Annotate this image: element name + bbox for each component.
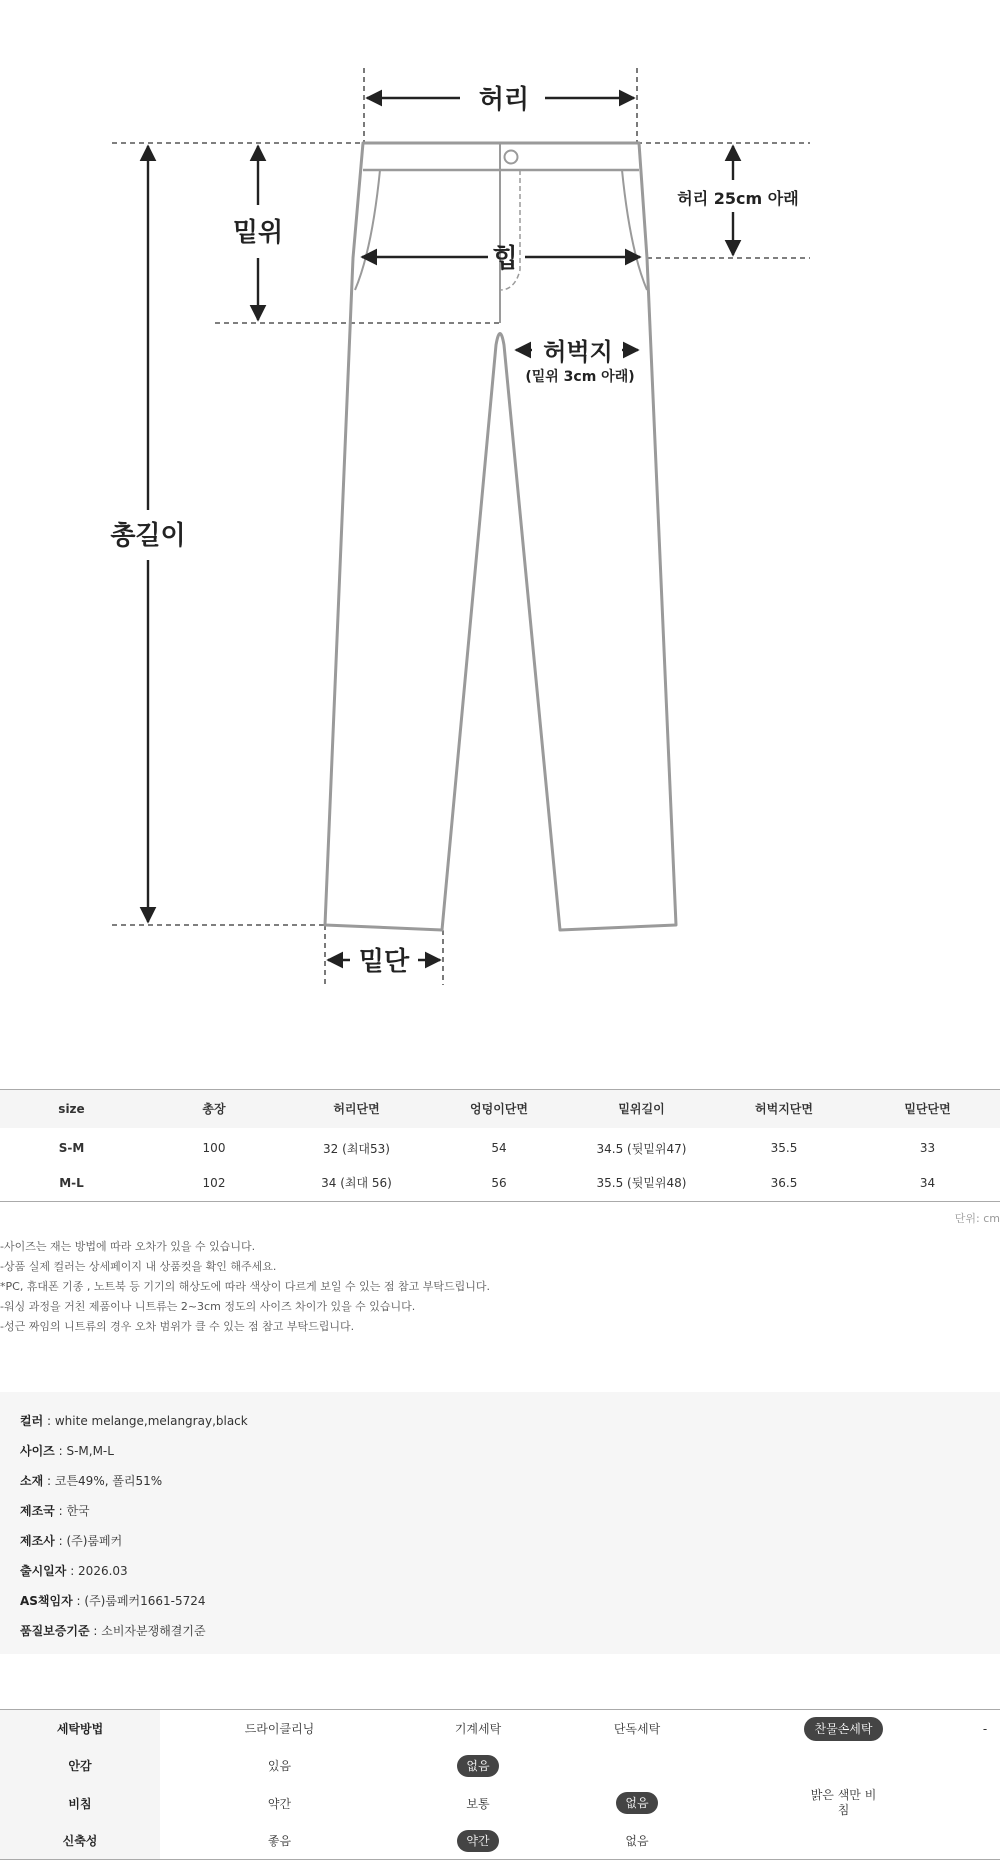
selected-pill: 찬물손세탁 <box>804 1717 884 1741</box>
care-row-lining <box>0 1747 1000 1785</box>
table-cell: 34.5 (뒷밑위47) <box>596 1141 687 1156</box>
care-row-stretch <box>0 1822 1000 1860</box>
selected-pill: 없음 <box>616 1792 657 1814</box>
info-material: 소재 : 코튼49%, 폴리51% <box>20 1474 163 1488</box>
thigh-label: 허벅지 <box>543 338 613 366</box>
table-cell: 33 <box>919 1141 936 1155</box>
selected-pill: 약간 <box>457 1830 498 1852</box>
care-option-text: 밝은 색만 비침 <box>810 1788 877 1818</box>
note-item: -워싱 과정을 거친 제품이나 니트류는 2~3cm 정도의 사이즈 차이가 있을 수 있습니다. <box>0 1300 416 1313</box>
care-row-seethrough <box>0 1785 1000 1823</box>
unit-note: 단위: cm <box>954 1212 1000 1225</box>
care-option <box>717 1785 970 1823</box>
table-cell: 35.5 (뒷밑위48) <box>596 1176 687 1191</box>
product-info-box <box>0 1392 1000 1654</box>
care-option: 기계세탁 <box>454 1722 502 1736</box>
table-cell: 34 (최대 56) <box>321 1176 392 1191</box>
info-color: 컬러 : white melange,melangray,black <box>20 1414 248 1428</box>
header-waist: 허리단면 <box>285 1090 428 1128</box>
rise-label: 밑위 <box>232 218 284 248</box>
size-cell: M-L <box>59 1175 84 1190</box>
care-empty <box>717 1822 970 1860</box>
table-cell: 54 <box>491 1141 507 1155</box>
table-cell: 34 <box>919 1175 936 1190</box>
care-empty <box>970 1822 1000 1860</box>
note-item: *PC, 휴대폰 기종 , 노트북 등 기기의 해상도에 따라 색상이 다르게 보일 수 있는 점 참고 부탁드립니다. <box>0 1280 491 1293</box>
table-cell: 100 <box>202 1141 226 1155</box>
header-thigh: 허벅지단면 <box>713 1090 855 1128</box>
care-option: 보통 <box>466 1796 490 1811</box>
selected-pill: 없음 <box>457 1755 498 1777</box>
table-cell: 36.5 <box>770 1175 798 1190</box>
care-option: 있음 <box>267 1759 292 1774</box>
care-empty <box>970 1785 1000 1823</box>
table-row <box>0 1165 1000 1202</box>
table-row <box>0 1128 1000 1165</box>
care-option-selected <box>717 1710 970 1748</box>
total-length-label: 총길이 <box>110 521 186 551</box>
size-cell: S-M <box>58 1141 85 1155</box>
care-option: 약간 <box>267 1796 292 1811</box>
hem-label: 밑단 <box>358 947 410 977</box>
thigh-note-label: (밑위 3cm 아래) <box>525 369 635 385</box>
table-cell: 102 <box>202 1175 226 1190</box>
care-option-selected <box>557 1785 717 1823</box>
info-size: 사이즈 : S-M,M-L <box>20 1444 114 1458</box>
care-option-selected <box>399 1822 557 1860</box>
care-empty <box>557 1747 717 1785</box>
info-manufacturer: 제조사 : (주)룸페커 <box>20 1534 123 1548</box>
care-label: 세탁방법 <box>0 1710 160 1748</box>
care-option: 단독세탁 <box>613 1722 661 1736</box>
header-total-length: 총장 <box>143 1090 285 1128</box>
care-option: 좋음 <box>267 1834 292 1848</box>
size-notes <box>0 1237 1000 1337</box>
note-item: -성근 짜임의 니트류의 경우 오차 범위가 클 수 있는 점 참고 부탁드립니다. <box>0 1320 355 1333</box>
waist-label: 허리 <box>478 85 530 115</box>
care-option: 드라이클리닝 <box>244 1722 315 1736</box>
care-label: 비침 <box>0 1785 160 1823</box>
hip-note-label: 허리 25cm 아래 <box>677 189 799 208</box>
size-table <box>0 1089 1000 1202</box>
info-as-contact: AS책임자 : (주)룸페커1661-5724 <box>20 1594 206 1608</box>
table-cell: 56 <box>491 1175 507 1190</box>
info-release-date: 출시일자 : 2026.03 <box>20 1564 128 1578</box>
header-hem: 밑단단면 <box>855 1090 1000 1128</box>
care-label: 신축성 <box>0 1822 160 1860</box>
header-hip: 엉덩이단면 <box>428 1090 570 1128</box>
care-label: 안감 <box>0 1747 160 1785</box>
size-table-header <box>0 1090 1000 1128</box>
care-option: 없음 <box>625 1834 649 1848</box>
table-cell: 32 (최대53) <box>323 1141 390 1156</box>
info-quality-standard: 품질보증기준 : 소비자분쟁해결기준 <box>20 1624 206 1638</box>
care-row-wash <box>0 1710 1000 1748</box>
info-country: 제조국 : 한국 <box>20 1504 90 1518</box>
care-option: - <box>982 1721 988 1736</box>
hip-label: 힙 <box>492 244 518 274</box>
header-rise: 밑위길이 <box>570 1090 713 1128</box>
care-empty <box>970 1747 1000 1785</box>
note-item: -상품 실제 컬러는 상세페이지 내 상품컷을 확인 해주세요. <box>0 1260 277 1273</box>
care-table <box>0 1709 1000 1860</box>
table-cell: 35.5 <box>770 1141 798 1155</box>
header-size: size <box>0 1090 143 1128</box>
care-option-selected <box>399 1747 557 1785</box>
care-empty <box>717 1747 970 1785</box>
note-item: -사이즈는 재는 방법에 따라 오차가 있을 수 있습니다. <box>0 1240 256 1253</box>
